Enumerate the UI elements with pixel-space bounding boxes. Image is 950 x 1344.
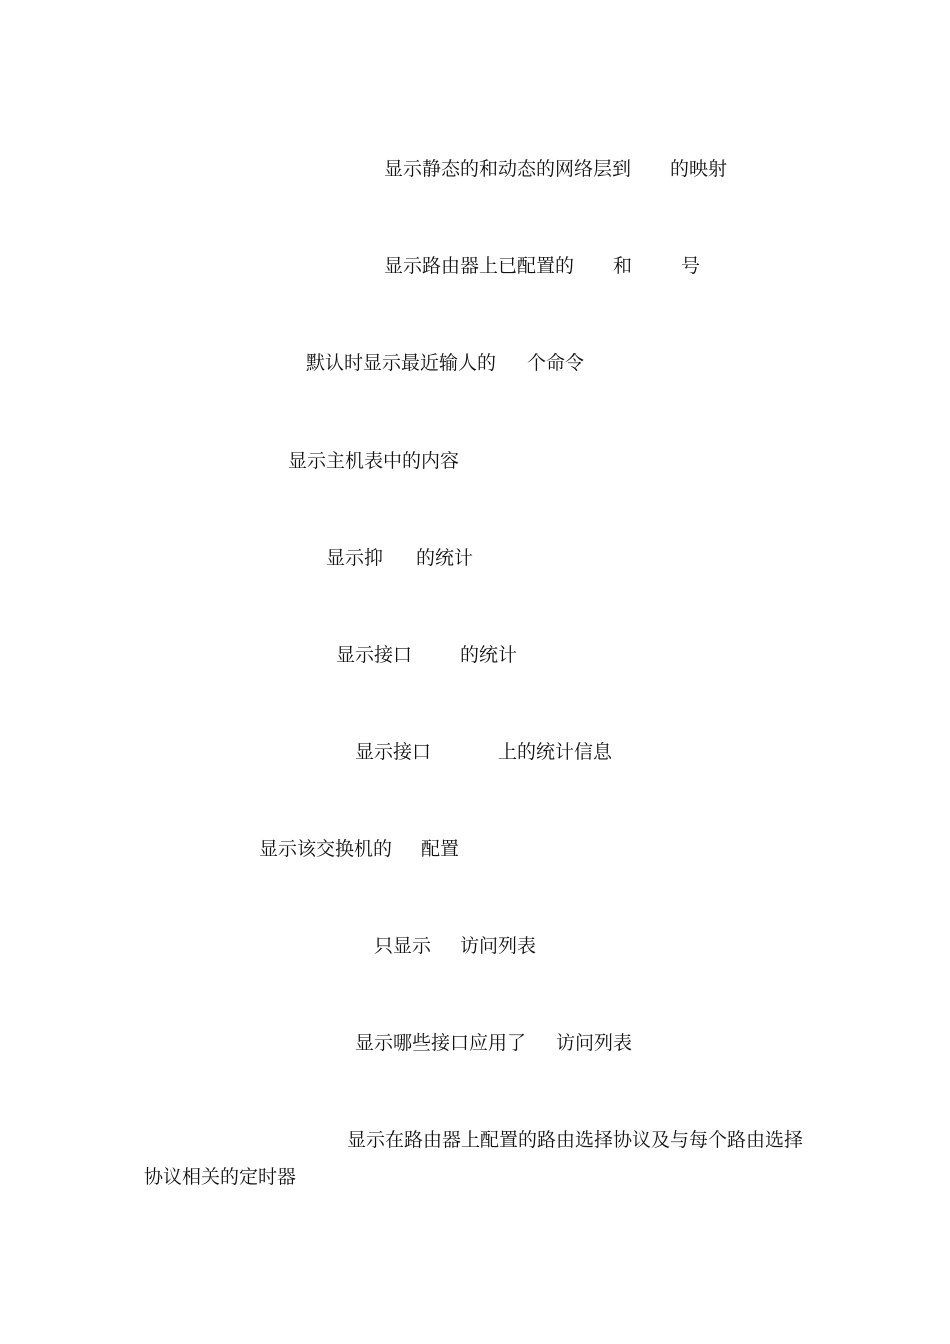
line-2-text-a: 显示路由器上已配置的	[384, 255, 575, 277]
line-3-text-a: 默认时显示最近输人的	[306, 352, 497, 374]
line-7-text-a: 显示接口	[355, 741, 432, 763]
line-6-text-b: 的统计	[460, 644, 518, 666]
line-5-text-a: 显示抑	[326, 547, 384, 569]
line-8-text-a: 显示该交换机的	[259, 838, 393, 860]
line-11-text-b: 协议相关的定时器	[144, 1166, 297, 1188]
line-5-text-b: 的统计	[416, 547, 474, 569]
line-2-text-b: 和	[613, 255, 633, 277]
line-3-text-b: 个命令	[527, 352, 585, 374]
line-10-text-a: 显示哪些接口应用了	[355, 1032, 527, 1054]
line-8-text-b: 配置	[421, 838, 460, 860]
line-1-text-b: 的映射	[670, 158, 728, 180]
line-1-text-a: 显示静态的和动态的网络层到	[384, 158, 632, 180]
line-2-text-c: 号	[681, 255, 701, 277]
line-6-text-a: 显示接口	[336, 644, 413, 666]
line-9-text-b: 访问列表	[460, 935, 537, 957]
line-9-text-a: 只显示	[374, 935, 432, 957]
line-4-text-a: 显示主机表中的内容	[288, 450, 460, 472]
line-7-text-b: 上的统计信息	[498, 741, 613, 763]
line-10-text-b: 访问列表	[556, 1032, 633, 1054]
line-11-text-a: 显示在路由器上配置的路由选择协议及与每个路由选择	[347, 1129, 804, 1151]
